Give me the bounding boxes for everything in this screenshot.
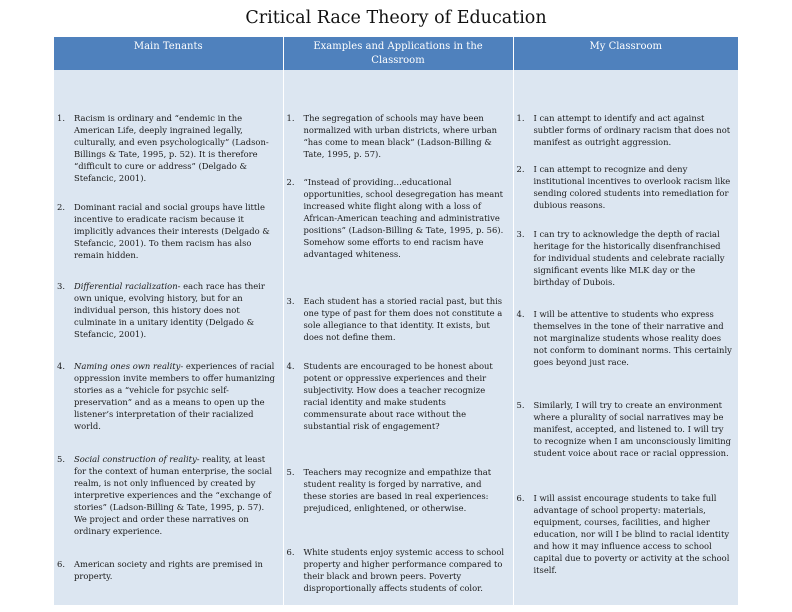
example-item: 3. Each student has a storied racial past, but this one type of past for them does not constitute a sole allegiance to that identity. It exists, but does not define them. bbox=[286, 296, 503, 343]
classroom-text: I can try to acknowledge the depth of racial heritage for the historically disenfranchised for individual students and celebrate racially significant events like MLK day or the birthday of Dubois. bbox=[533, 229, 725, 288]
example-text: Each student has a storied racial past, but this one type of past for them does not constitute a sole allegiance to that identity. It exists, but does not define them. bbox=[303, 296, 503, 343]
classroom-item: 4. I will be attentive to students who express themselves in the tone of their narrative and not marginalize students whose reality does not conform to dominant norms. This certainly goes beyond just race. bbox=[516, 309, 732, 368]
tenants-cell bbox=[54, 70, 283, 605]
crt-table bbox=[54, 37, 738, 605]
tenant-term: Differential racialization bbox=[74, 281, 178, 291]
classroom-item: 2. I can attempt to recognize and deny institutional incentives to overlook racism like sending colored students into remediation for dubious reasons. bbox=[516, 164, 731, 211]
classroom-list bbox=[514, 70, 739, 600]
classroom-item: 3. I can try to acknowledge the depth of racial heritage for the historically disenfranchised for individual students and celebrate racially significant events like MLK day or the birthday of Dubois. bbox=[516, 229, 725, 288]
example-text: “Instead of providing…educational opportunities, school desegregation has meant increased white flight along with a loss of African-American teaching and administrative positions” (Ladson-Billing & Tate, 1995, p. 56). Somehow some efforts to end racism have advantaged whiteness. bbox=[303, 177, 504, 260]
classroom-text: I will assist encourage students to take full advantage of school property: materials, equipment, courses, facilities, and higher education, nor will I be blind to racial identity and how it may influence access to school capital due to poverty or activity at the school itself. bbox=[533, 493, 730, 576]
example-item: 1. The segregation of schools may have been normalized with urban districts, where urban “has come to mean black” (Ladson-Billing & Tate, 1995, p. 57). bbox=[286, 113, 498, 160]
classroom-cell bbox=[513, 70, 738, 605]
header-examples: Examples and Applications in the Classroom bbox=[283, 37, 513, 70]
tenant-item: 5. Social construction of reality- reality, at least for the context of human enterprise, the social realm, is not only influenced by created by interpretive experiences and the “exchange of stories” (Ladson-Billing & Tate, 1995, p. 57). We project and order these narratives on ordinary experience. bbox=[57, 454, 273, 537]
page-title: Critical Race Theory of Education bbox=[245, 8, 547, 28]
classroom-text: I will be attentive to students who express themselves in the tone of their narrative and not marginalize students whose reality does not conform to dominant norms. This certainly goes beyond just race. bbox=[533, 309, 732, 368]
classroom-text: Similarly, I will try to create an environment where a plurality of social narratives may be manifest, accepted, and listened to. I will try to recognize when I am unconsciously limiting student voice about race or racial oppression. bbox=[533, 400, 732, 459]
tenant-text: - reality, at least for the context of human enterprise, the social realm, is not only influenced by created by interpretive experiences and the “exchange of stories” (Ladson-Billing & Tate, 1995, p. 57). We project and order these narratives on ordinary experience. bbox=[74, 454, 273, 537]
example-text: Teachers may recognize and empathize that student reality is forged by narrative, and these stories are based in real experiences: prejudiced, enlightened, or otherwise. bbox=[303, 467, 492, 514]
body-row bbox=[54, 70, 738, 605]
example-text: White students enjoy systemic access to school property and higher performance compared to their black and brown peers. Poverty disproportionally affects students of color. bbox=[303, 547, 505, 594]
example-text: The segregation of schools may have been normalized with urban districts, where urban “has come to mean black” (Ladson-Billing & Tate, 1995, p. 57). bbox=[303, 113, 498, 160]
tenant-text: - each race has their own unique, evolving history, but for an individual person, this history does not culminate in a unitary identity (Delgado & Stefancic, 2001). bbox=[74, 281, 265, 340]
example-item: 4. Students are encouraged to be honest about potent or oppressive experiences and their subjectivity. How does a teacher recognize racial identity and make students commensurate about race without the substantial risk of engagement? bbox=[286, 361, 493, 432]
tenant-text: - experiences of racial oppression invite members to offer humanizing stories as a “vehicle for psychic self- preservation” and as a means to open up the listener’s interpretation of their racialized world. bbox=[74, 361, 276, 432]
tenant-item: 4. Naming ones own reality- experiences of racial oppression invite members to offer humanizing stories as a “vehicle for psychic self- preservation” and as a means to open up the listener’s interpretation of their racialized world. bbox=[57, 361, 276, 432]
classroom-item: 1. I can attempt to identify and act against subtler forms of ordinary racism that does not manifest as outright aggression. bbox=[516, 113, 731, 148]
tenant-item: 3. Differential racialization- each race has their own unique, evolving history, but for an individual person, this history does not culminate in a unitary identity (Delgado & Stefancic, 2001). bbox=[57, 281, 265, 340]
tenant-text: Racism is ordinary and “endemic in the American Life, deeply ingrained legally, culturally, and even psychologically” (Ladson-Billings & Tate, 1995, p. 52). It is therefore “difficult to cure or address” (Delgado & Stefancic, 2001). bbox=[74, 113, 269, 184]
example-text: Students are encouraged to be honest about potent or oppressive experiences and their subjectivity. How does a teacher recognize racial identity and make students commensurate about race without the substantial risk of engagement? bbox=[303, 361, 493, 432]
classroom-item: 6. I will assist encourage students to take full advantage of school property: materials, equipment, courses, facilities, and higher education, nor will I be blind to racial identity and how it may influence access to school capital due to poverty or activity at the school itself. bbox=[516, 493, 730, 576]
example-item: 6. White students enjoy systemic access to school property and higher performance compared to their black and brown peers. Poverty disproportionally affects students of color. bbox=[286, 547, 505, 594]
header-my-classroom: My Classroom bbox=[513, 37, 738, 70]
examples-cell bbox=[283, 70, 513, 605]
tenants-list bbox=[54, 70, 283, 600]
classroom-text: I can attempt to identify and act against subtler forms of ordinary racism that does not manifest as outright aggression. bbox=[533, 113, 731, 148]
tenant-text: Dominant racial and social groups have little incentive to eradicate racism because it implicitly advances their interests (Delgado & Stefancic, 2001). To them racism has also remain hidden. bbox=[74, 202, 270, 261]
tenant-item: 2. Dominant racial and social groups have little incentive to eradicate racism because it implicitly advances their interests (Delgado & Stefancic, 2001). To them racism has also remain hidden. bbox=[57, 202, 270, 261]
example-item: 2. “Instead of providing…educational opportunities, school desegregation has meant increased white flight along with a loss of African-American teaching and administrative positions” (Ladson-Billing & Tate, 1995, p. 56). Somehow some efforts to end racism have advantaged whiteness. bbox=[286, 177, 504, 260]
tenant-item: 1. Racism is ordinary and “endemic in the American Life, deeply ingrained legally, culturally, and even psychologically” (Ladson-Billings & Tate, 1995, p. 52). It is therefore “difficult to cure or address” (Delgado & Stefancic, 2001). bbox=[57, 113, 269, 184]
classroom-item: 5. Similarly, I will try to create an environment where a plurality of social narratives may be manifest, accepted, and listened to. I will try to recognize when I am unconsciously limiting student voice about race or racial oppression. bbox=[516, 400, 732, 459]
header-main-tenants: Main Tenants bbox=[54, 37, 283, 70]
header-row bbox=[54, 37, 738, 70]
tenant-item: 6. American society and rights are premised in property. bbox=[57, 559, 263, 582]
examples-list bbox=[284, 70, 513, 600]
tenant-text: American society and rights are premised in property. bbox=[74, 559, 263, 582]
example-item: 5. Teachers may recognize and empathize that student reality is forged by narrative, and these stories are based in real experiences: prejudiced, enlightened, or otherwise. bbox=[286, 467, 492, 514]
classroom-text: I can attempt to recognize and deny institutional incentives to overlook racism like sending colored students into remediation for dubious reasons. bbox=[533, 164, 731, 211]
tenant-term: Naming ones own reality bbox=[74, 361, 181, 371]
tenant-term: Social construction of reality bbox=[74, 454, 197, 464]
